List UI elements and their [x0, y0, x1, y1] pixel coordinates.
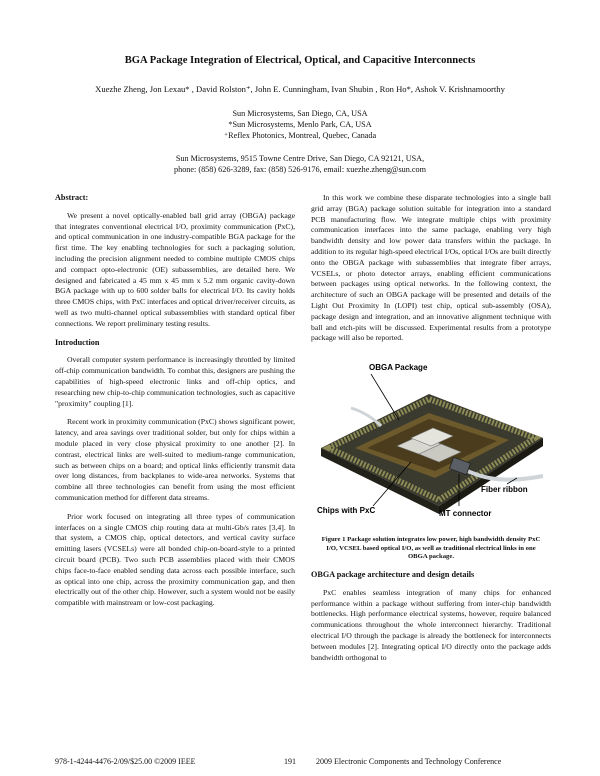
- contact-address: [0, 153, 600, 175]
- label-chips-pxc: Chips with PxC: [317, 506, 376, 516]
- leader-line: [371, 374, 399, 420]
- fiber-ribbon: [351, 408, 381, 426]
- label-obga-package: OBGA Package: [369, 363, 428, 373]
- section-heading: OBGA package architecture and design details: [311, 569, 475, 579]
- obga-package-illustration: [311, 356, 551, 534]
- package-figure: [311, 356, 551, 534]
- abstract-heading: Abstract:: [55, 193, 89, 202]
- intro-paragraph: Prior work focused on integrating all three types of communication interfaces on a single CMOS chip routing data at multi-Gb/s rates [3,4]. In that system, a CMOS chip, optical detectors, and vertical cavity surface emitting lasers (VCSELs) were all bonded chip-on-board-style to a printed circuit board (PCB). Two such PCB assemblies placed with their CMOS chips face-to-face enabled sending data across each possible interface, such as optical into one chip, across the proximity communication gap, and then electrically out of the other chip. However, such a system would not be easily compatible with mainstream or low-cost packaging.: [55, 511, 295, 608]
- label-fiber-ribbon: Fiber ribbon: [481, 485, 528, 495]
- intro-paragraph: Recent work in proximity communication (PxC) shows significant power, latency, and area savings over traditional solder, but only for chips within a module placed in very close physical proximity to one another [2]. In contrast, electrical links are well-suited to medium-range communication, such as between chips on a board; and optical links efficiently transmit data over long distances, from backplanes to wide-area networks. Systems that combine all three technologies can benefit from using the most efficient communication method for different data streams.: [55, 417, 295, 502]
- label-mt-connector: MT connector: [439, 509, 492, 519]
- footer-copyright: 978-1-4244-4476-2/09/$25.00 ©2009 IEEE: [55, 757, 196, 766]
- figure-caption: Figure 1 Package solution integrates low power, high bandwidth density PxC I/O, VCSEL based optical I/O, as well as traditional electrical links in one OBGA package.: [321, 536, 541, 561]
- address-line: phone: (858) 626-3289, fax: (858) 526-9176, email: xuezhe.zheng@sun.com: [174, 165, 426, 174]
- intro-paragraph: Overall computer system performance is increasingly throttled by limited off-chip communication bandwidth. To combat this, designers are pushing the capabilities of high-speed electronic links and off-chip optics, and researching new chip-to-chip communication technologies, such as capacitive "proximity" coupling [1].: [55, 355, 295, 408]
- right-column: [311, 193, 551, 663]
- footer-conference: 2009 Electronic Components and Technology Conference: [316, 757, 502, 766]
- page-number: 191: [284, 757, 296, 766]
- address-line: Sun Microsystems, 9515 Towne Centre Drive, San Diego, CA 92121, USA,: [175, 154, 425, 163]
- affiliations: [0, 108, 600, 141]
- abstract-text: We present a novel optically-enabled ball grid array (OBGA) package that integrates conventional electrical I/O, proximity communication (PxC), and optical communication in one industry-compatible BGA package for the first time. The key enabling technologies for such a packaging solution, including the precision alignment needed to combine multiple CMOS chips and compact opto-electronic (OE) subassemblies, are detailed here. We designed and fabricated a 45 mm x 45 mm x 5.2 mm organic cavity-down BGA package with up to 600 solder balls for electrical I/O. Its cavity holds three CMOS chips, with PxC interfaces and optical driver/receiver circuits, as well as two multi-channel optical subassemblies with standard optical fiber connections. We report preliminary testing results.: [55, 210, 295, 328]
- paper-title: BGA Package Integration of Electrical, Optical, and Capacitive Interconnects: [124, 55, 476, 66]
- affiliation-line: Sun Microsystems, San Diego, CA, USA: [232, 109, 368, 118]
- affiliation-line: ⁺Reflex Photonics, Montreal, Quebec, Canada: [223, 131, 377, 140]
- body-paragraph: PxC enables seamless integration of many chips for enhanced performance within a package without suffering from inter-chip bandwidth bottlenecks. High performance electrical systems, however, require balanced communications throughout the whole interconnect hierarchy. Traditional electrical I/O through the package is already the bottleneck for interconnects between modules [2]. Integrating optical I/O directly onto the package adds bandwidth orthogonal to: [311, 587, 551, 662]
- introduction-heading: Introduction: [55, 337, 100, 347]
- left-column: [55, 193, 295, 609]
- affiliation-line: *Sun Microsystems, Menlo Park, CA, USA: [228, 120, 372, 129]
- author-list: Xuezhe Zheng, Jon Lexau* , David Rolston⁺, John E. Cunningham, Ivan Shubin , Ron Ho*, Ashok V. Krishnamoorthy: [95, 84, 505, 94]
- body-paragraph: In this work we combine these disparate technologies into a single ball grid array (BGA) package solution suitable for integration into a standard PCB manufacturing flow. We integrate multiple chips with proximity communication interfaces into the same package, enabling very high bandwidth density and low power data transfers within the package. In addition to its regular high-speed electrical I/Os, optical I/Os are built directly onto the OBGA package with subassemblies that integrate fiber arrays, VCSELs, or photo detector arrays, enabling efficient communications between packages using optical networks. In the following context, the architecture of such an OBGA package will be presented and details of the Light Out Proximity In (LOPI) test chip, optical sub-assembly (OSA), package design and integration, and an innovative alignment technique with ball and etch-pits will be discussed. Experimental results from a prototype package will also be reported.: [311, 193, 551, 343]
